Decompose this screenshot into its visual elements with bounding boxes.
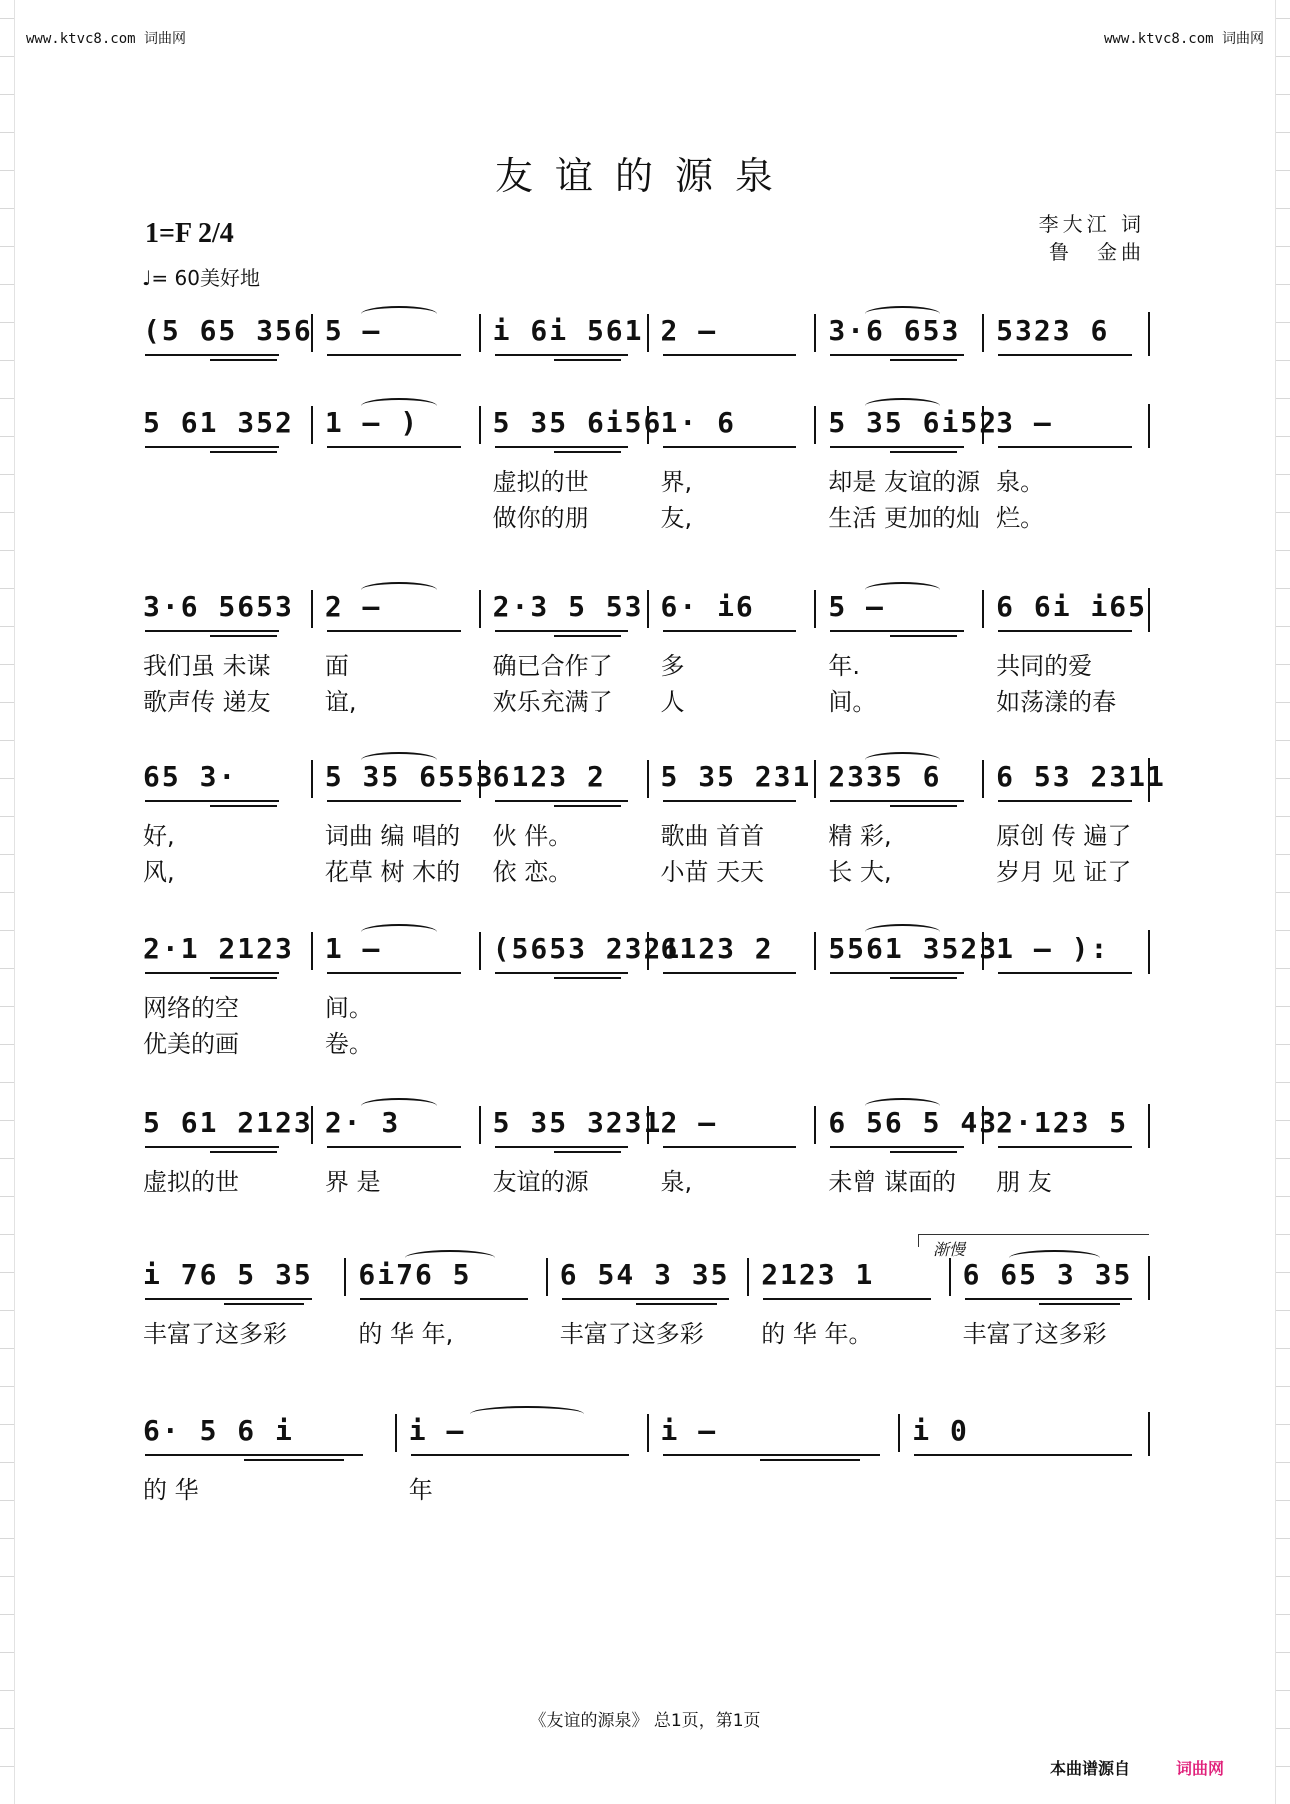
notes-line (143, 588, 1150, 632)
lyric-segment: 确已合作了 (492, 652, 613, 680)
lyric-segment: 词曲 编 唱的 (324, 822, 461, 850)
lyric-segment: 共同的爱 (996, 652, 1093, 680)
lyric-segment: 我们虽 未谋 (143, 652, 271, 680)
beam-line-double (554, 359, 621, 361)
score-row (143, 758, 1166, 886)
beam-line (145, 1454, 363, 1456)
beam-line-double (760, 1459, 861, 1461)
measure-notes: i 0 (912, 1414, 969, 1447)
slur (865, 398, 941, 414)
beam-line (914, 1454, 1132, 1456)
beam-line (663, 1454, 881, 1456)
measure-notes: 65 3· (143, 760, 238, 793)
measure-notes: 2335 6 (828, 760, 942, 793)
beam-line (327, 630, 461, 632)
lyric-segment: 年 (408, 1476, 433, 1504)
slur (361, 924, 437, 940)
slur (361, 398, 437, 414)
lyric-segment: 做你的朋 (492, 504, 589, 532)
measure-notes: 2123 1 (761, 1258, 875, 1291)
lyric-segment: 间。 (828, 688, 877, 716)
beam-line-double (636, 1303, 717, 1305)
beam-line (663, 354, 797, 356)
lyric-segment: 人 (660, 688, 685, 716)
beam-line-double (210, 359, 277, 361)
slur (865, 924, 941, 940)
lyric-line (143, 1024, 1150, 1058)
notes-line (143, 404, 1150, 448)
measure-notes: 2·3 5 53 (492, 590, 644, 623)
lyric-line (143, 1470, 1150, 1504)
measure-notes: 2 – (660, 314, 718, 347)
beam-line-double (554, 977, 621, 979)
measure-notes: 5 35 6553 (324, 760, 495, 793)
bar-line (311, 1106, 313, 1144)
measure-notes: 1· 6 (660, 406, 736, 439)
beam-line (998, 800, 1132, 802)
beam-line-double (554, 805, 621, 807)
beam-line (830, 630, 964, 632)
measure-notes: i – (408, 1414, 466, 1447)
bar-line (898, 1414, 900, 1452)
lyric-segment: 网络的空 (143, 994, 239, 1022)
measure-notes: 2·123 5 (996, 1106, 1129, 1139)
measure-notes: 5 35 231 (660, 760, 812, 793)
measure-notes: (5 65 356 (143, 314, 313, 347)
slur (361, 1098, 437, 1114)
bar-line (546, 1258, 548, 1296)
bar-line (747, 1258, 749, 1296)
bar-line (982, 932, 984, 970)
lyric-segment: 的 华 年。 (761, 1320, 873, 1348)
lyric-segment: 谊, (324, 688, 357, 716)
lyric-segment: 优美的画 (143, 1030, 239, 1058)
score-row (143, 930, 1150, 1058)
lyric-segment: 歌声传 递友 (143, 688, 271, 716)
measure-notes: 1 – (324, 932, 382, 965)
beam-line-double (244, 1459, 345, 1461)
lyric-segment: 依 恋。 (492, 858, 573, 886)
notes-line (143, 312, 1150, 356)
beam-line-double (210, 635, 277, 637)
measure-notes: 6 6i i65 (996, 590, 1148, 623)
measure-notes: 6 56 5 43 (828, 1106, 999, 1139)
site-url-right[interactable]: www.ktvc8.com 词曲网 (1103, 31, 1264, 47)
beam-line (327, 972, 461, 974)
bar-line (647, 1106, 649, 1144)
measure-notes: 2·1 2123 (143, 932, 294, 965)
source-label: 本曲谱源自 (1050, 1759, 1131, 1778)
lyric-segment: 友, (660, 504, 693, 532)
lyric-segment: 欢乐充满了 (492, 688, 613, 716)
lyric-line (143, 462, 1150, 496)
beam-line-double (554, 635, 621, 637)
score-row (143, 312, 1150, 356)
slur (405, 1250, 496, 1266)
bar-line (647, 1414, 649, 1452)
bar-line (647, 590, 649, 628)
measure-notes: 3·6 5653 (143, 590, 294, 623)
lyricist-credit: 李大江 词 (1038, 212, 1145, 236)
lyric-segment: 面 (324, 652, 349, 680)
measure-notes: 3 – (996, 406, 1053, 439)
beam-line (145, 446, 279, 448)
beam-line (830, 800, 964, 802)
lyric-segment: 烂。 (996, 504, 1045, 532)
beam-line (763, 1298, 930, 1300)
measure-notes: 3·6 653 (828, 314, 961, 347)
measure-notes: 1 – ): (996, 932, 1110, 965)
beam-line-double (890, 359, 957, 361)
beam-line (998, 972, 1132, 974)
site-url-left[interactable]: www.ktvc8.com 词曲网 (26, 31, 187, 47)
bar-line (814, 590, 816, 628)
lyric-segment: 生活 更加的灿 (828, 504, 980, 532)
score-row (143, 1412, 1150, 1504)
measure-notes: 5 – (828, 590, 885, 623)
bar-line (479, 1106, 481, 1144)
lyric-segment: 年. (828, 652, 860, 680)
right-margin-strip (1275, 0, 1290, 1804)
bar-line (814, 932, 816, 970)
lyric-segment: 却是 友谊的源 (828, 468, 980, 496)
measure-notes: 6123 2 (492, 760, 606, 793)
beam-line (663, 630, 797, 632)
lyric-segment: 小苗 天天 (660, 858, 765, 886)
beam-line (145, 354, 279, 356)
lyric-line (143, 1314, 1150, 1348)
score-row (143, 1256, 1150, 1348)
slur (865, 306, 941, 322)
beam-line (495, 1146, 629, 1148)
measure-notes: 6· 5 6 i (143, 1414, 294, 1447)
lyric-segment: 的 华 年, (358, 1320, 454, 1348)
beam-line-double (1039, 1303, 1120, 1305)
slur (361, 752, 437, 768)
bar-line (479, 590, 481, 628)
slur (361, 306, 437, 322)
score-row (143, 404, 1150, 532)
beam-line-double (890, 977, 957, 979)
measure-notes: 2 – (660, 1106, 718, 1139)
beam-line-double (554, 1151, 621, 1153)
beam-line (998, 354, 1132, 356)
measure-notes: 5 35 6i56 (492, 406, 663, 439)
beam-line-double (210, 977, 277, 979)
bar-line (814, 1106, 816, 1144)
lyric-segment: 花草 树 木的 (324, 858, 461, 886)
ritardando-label: 渐慢 (933, 1240, 966, 1259)
measure-notes: 6 65 3 35 (962, 1258, 1133, 1291)
bar-line (814, 314, 816, 352)
bar-line (982, 760, 984, 798)
lyric-line (143, 682, 1150, 716)
bar-line (647, 406, 649, 444)
tempo-marking: ♩= 60美好地 (142, 266, 260, 290)
score-row (143, 1104, 1150, 1196)
slur (865, 1098, 941, 1114)
lyric-segment: 风, (143, 858, 175, 886)
beam-line-double (210, 1151, 277, 1153)
lyric-segment: 原创 传 遍了 (996, 822, 1132, 850)
bar-line (479, 760, 481, 798)
lyric-segment: 的 华 (143, 1476, 199, 1504)
beam-line (998, 630, 1132, 632)
lyric-segment: 卷。 (324, 1030, 373, 1058)
slur (361, 582, 437, 598)
notes-line (143, 758, 1166, 802)
notes-line (143, 930, 1150, 974)
slur (1009, 1250, 1100, 1266)
source-note (1050, 1756, 1224, 1779)
bar-line (395, 1414, 397, 1452)
bar-line (647, 932, 649, 970)
beam-line (411, 1454, 629, 1456)
beam-line (145, 800, 279, 802)
lyric-segment: 界, (660, 468, 693, 496)
slur (865, 582, 941, 598)
beam-line (495, 354, 629, 356)
beam-line (663, 446, 797, 448)
notes-line (143, 1256, 1150, 1300)
beam-line (663, 1146, 797, 1148)
lyric-segment: 好, (143, 822, 175, 850)
left-margin-strip (0, 0, 15, 1804)
page-footer: 《友谊的源泉》 总1页，第1页 (529, 1711, 761, 1731)
lyric-segment: 界 是 (324, 1168, 381, 1196)
lyric-line (143, 988, 1150, 1022)
slur (865, 752, 941, 768)
lyric-line (143, 1162, 1150, 1196)
bar-line (311, 314, 313, 352)
bar-line (479, 406, 481, 444)
beam-line (830, 1146, 964, 1148)
beam-line (830, 446, 964, 448)
lyric-line (143, 816, 1150, 850)
beam-line (327, 1146, 461, 1148)
key-signature: 1=F 2/4 (145, 218, 234, 249)
beam-line (145, 1146, 279, 1148)
measure-notes: 5 – (324, 314, 382, 347)
lyric-segment: 丰富了这多彩 (143, 1320, 287, 1348)
beam-line (663, 800, 797, 802)
slur (470, 1406, 583, 1422)
bar-line (814, 406, 816, 444)
beam-line-double (554, 451, 621, 453)
lyric-segment: 岁月 见 证了 (996, 858, 1132, 886)
song-title: 友谊的源泉 (494, 154, 795, 198)
lyric-line (143, 646, 1150, 680)
source-brand[interactable]: 词曲网 (1176, 1759, 1225, 1778)
beam-line-double (210, 451, 277, 453)
bar-line (479, 314, 481, 352)
beam-line-double (890, 1151, 957, 1153)
bar-line (982, 314, 984, 352)
lyric-segment: 泉, (660, 1168, 693, 1196)
measure-notes: 6· i6 (660, 590, 755, 623)
measure-notes: i 6i 561 (492, 314, 644, 347)
beam-line-double (890, 451, 957, 453)
beam-line-double (890, 805, 957, 807)
measure-notes: 6123 2 (660, 932, 774, 965)
lyric-segment: 伙 伴。 (492, 822, 573, 850)
measure-notes: 5561 3523 (828, 932, 999, 965)
measure-notes: i 76 5 35 (143, 1258, 313, 1291)
lyric-line (143, 852, 1150, 886)
lyric-segment: 丰富了这多彩 (559, 1320, 704, 1348)
measure-notes: 6 53 2311 (996, 760, 1166, 793)
beam-line (327, 800, 461, 802)
measure-notes: 5 61 2123 (143, 1106, 313, 1139)
lyric-segment: 歌曲 首首 (660, 822, 765, 850)
notes-line (143, 1412, 1150, 1456)
ritardando-marking (918, 1234, 1149, 1259)
lyric-segment: 间。 (324, 994, 373, 1022)
measure-notes: 5323 6 (996, 314, 1110, 347)
measure-notes: 6 54 3 35 (559, 1258, 730, 1291)
composer-credit: 鲁 金曲 (1049, 240, 1145, 264)
bar-line (311, 760, 313, 798)
bar-line (982, 406, 984, 444)
measure-notes: 5 35 3231 (492, 1106, 663, 1139)
bar-line (647, 314, 649, 352)
beam-line (830, 972, 964, 974)
beam-line (495, 972, 629, 974)
lyric-line (143, 498, 1150, 532)
beam-line-double (224, 1303, 305, 1305)
measure-notes: (5653 2321 (492, 932, 682, 965)
measure-notes: 5 61 352 (143, 406, 294, 439)
measure-notes: 2 – (324, 590, 382, 623)
lyric-segment: 朋 友 (996, 1168, 1052, 1196)
beam-line (495, 630, 629, 632)
bar-line (344, 1258, 346, 1296)
lyric-segment: 虚拟的世 (143, 1168, 239, 1196)
beam-line (495, 446, 629, 448)
beam-line (145, 972, 279, 974)
beam-line (327, 446, 461, 448)
beam-line (562, 1298, 729, 1300)
beam-line (965, 1298, 1132, 1300)
beam-line (327, 354, 461, 356)
lyric-segment: 友谊的源 (492, 1168, 589, 1196)
beam-line-double (210, 805, 277, 807)
beam-line (830, 354, 964, 356)
lyric-segment: 精 彩, (828, 822, 892, 850)
notes-line (143, 1104, 1150, 1148)
score-row (143, 588, 1150, 716)
bar-line (982, 590, 984, 628)
bar-line (311, 406, 313, 444)
measure-notes: 6i76 5 (358, 1258, 472, 1291)
lyric-segment: 泉。 (996, 468, 1045, 496)
beam-line (145, 630, 279, 632)
lyric-segment: 虚拟的世 (492, 468, 589, 496)
beam-line (495, 800, 629, 802)
bar-line (311, 932, 313, 970)
bar-line (479, 932, 481, 970)
beam-line-double (890, 635, 957, 637)
beam-line (663, 972, 797, 974)
bar-line (647, 760, 649, 798)
lyric-segment: 如荡漾的春 (996, 688, 1117, 716)
beam-line (360, 1298, 527, 1300)
lyric-segment: 未曾 谋面的 (828, 1168, 956, 1196)
beam-line (145, 1298, 312, 1300)
bar-line (982, 1106, 984, 1144)
beam-line (998, 446, 1132, 448)
lyric-segment: 丰富了这多彩 (962, 1320, 1107, 1348)
measure-notes: 5 35 6i52 (828, 406, 999, 439)
bar-line (814, 760, 816, 798)
lyric-segment: 多 (660, 652, 685, 680)
measure-notes: i – (660, 1414, 718, 1447)
measure-notes: 1 – ) (324, 406, 420, 439)
lyric-segment: 长 大, (828, 858, 892, 886)
measure-notes: 2· 3 (324, 1106, 401, 1139)
bar-line (311, 590, 313, 628)
beam-line (998, 1146, 1132, 1148)
bar-line (949, 1258, 951, 1296)
